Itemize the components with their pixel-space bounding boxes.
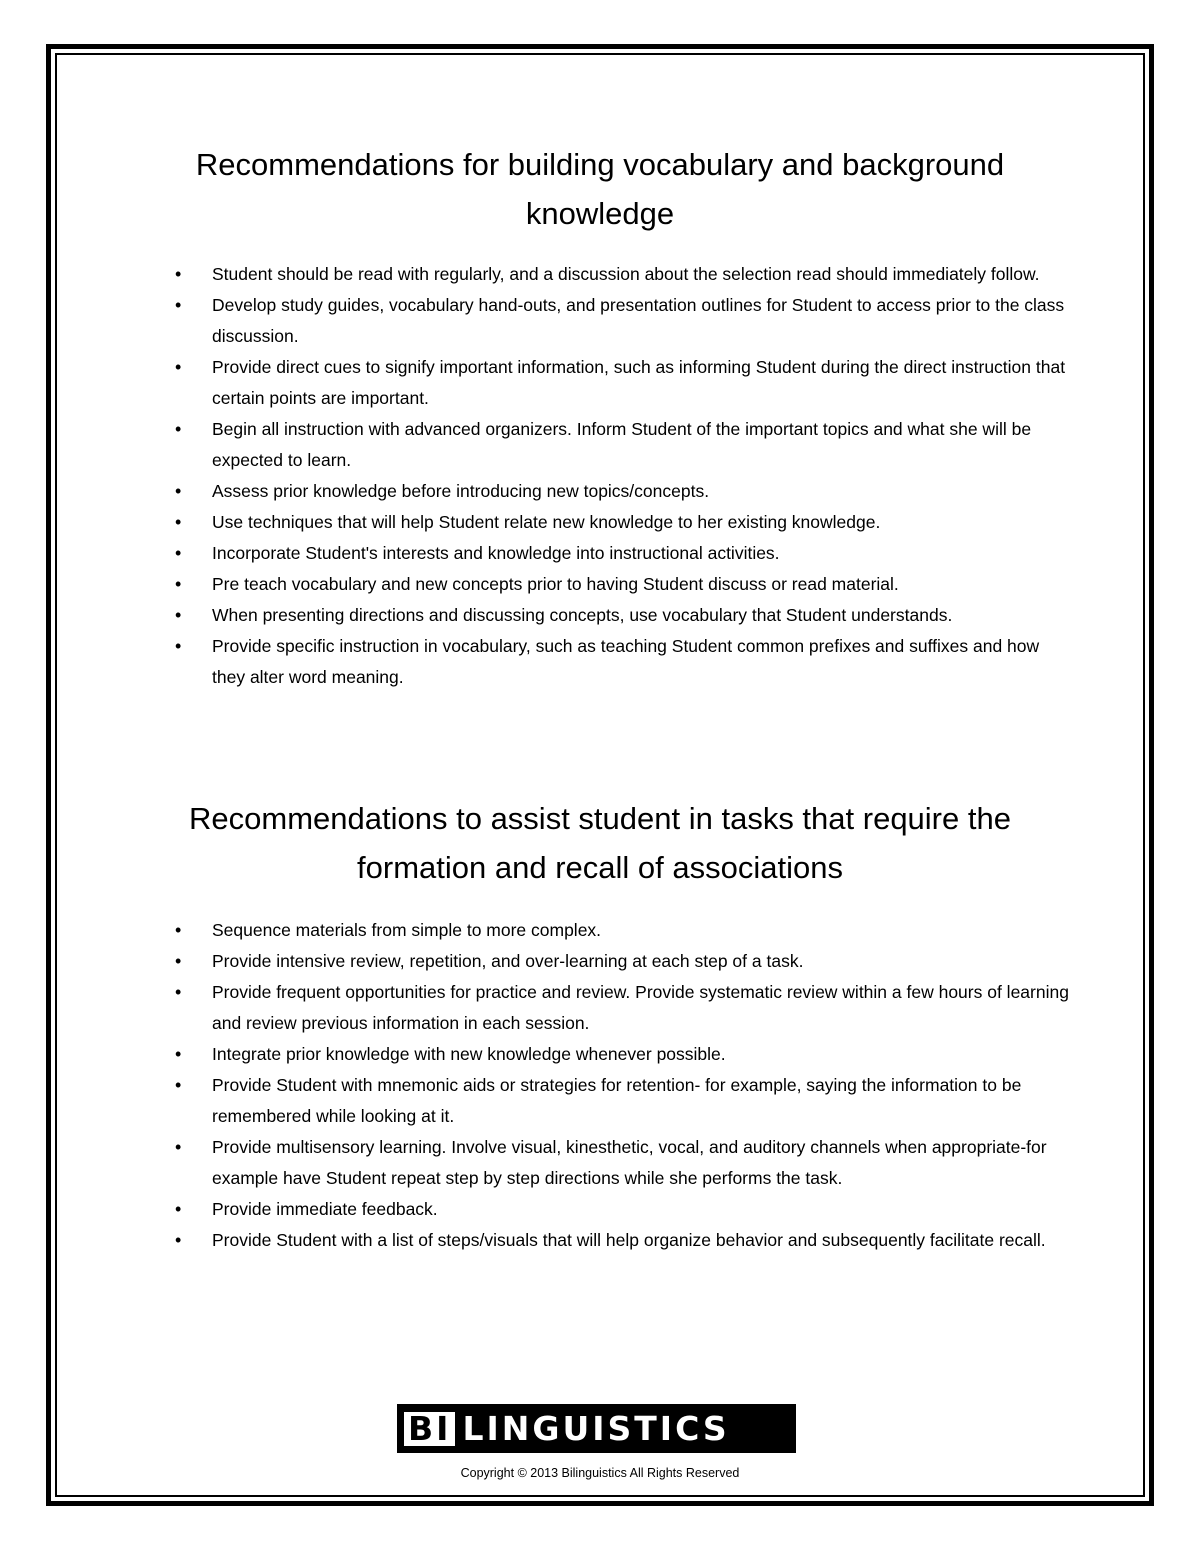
bullet-icon: • — [175, 1199, 182, 1219]
bullet-icon: • — [175, 605, 182, 625]
associations-recommendations-list — [172, 915, 1072, 1256]
list-item — [172, 1070, 1072, 1132]
bullet-icon: • — [175, 951, 182, 971]
logo-bi-text: BI — [404, 1412, 458, 1446]
list-item-text: Provide multisensory learning. Involve visual, kinesthetic, vocal, and auditory channels when appropriate-for example have Student repeat step by step directions while she performs the task. — [212, 1137, 1047, 1188]
list-item-text: Provide direct cues to signify important information, such as informing Student during the direct instruction that certain points are important. — [212, 357, 1066, 408]
list-item-text: Provide Student with mnemonic aids or strategies for retention- for example, saying the information to be remembered while looking at it. — [212, 1075, 1022, 1126]
bullet-icon: • — [175, 543, 182, 563]
section-title-vocabulary: Recommendations for building vocabulary and background knowledge — [195, 147, 1005, 231]
list-item — [172, 1194, 1072, 1225]
list-item — [172, 259, 1072, 290]
list-item-text: Use techniques that will help Student relate new knowledge to her existing knowledge. — [212, 512, 881, 532]
list-item — [172, 352, 1072, 414]
list-item — [172, 507, 1072, 538]
bullet-icon: • — [175, 920, 182, 940]
list-item-text: Sequence materials from simple to more complex. — [212, 920, 602, 940]
list-item-text: Provide specific instruction in vocabulary, such as teaching Student common prefixes and suffixes and how they alter word meaning. — [212, 636, 1040, 687]
list-item — [172, 538, 1072, 569]
list-item-text: Provide immediate feedback. — [212, 1199, 438, 1219]
list-item — [172, 1132, 1072, 1194]
list-item — [172, 414, 1072, 476]
list-item-text: Develop study guides, vocabulary hand-outs, and presentation outlines for Student to access prior to the class discussion. — [212, 295, 1065, 346]
bullet-icon: • — [175, 1230, 182, 1250]
list-item-text: Begin all instruction with advanced organizers. Inform Student of the important topics and what she will be expected to learn. — [212, 419, 1032, 470]
list-item — [172, 600, 1072, 631]
list-item-text: When presenting directions and discussing concepts, use vocabulary that Student understands. — [212, 605, 953, 625]
bullet-icon: • — [175, 1137, 182, 1157]
list-item — [172, 1225, 1072, 1256]
list-item — [172, 476, 1072, 507]
list-item-text: Incorporate Student's interests and knowledge into instructional activities. — [212, 543, 780, 563]
bullet-icon: • — [175, 481, 182, 501]
logo-linguistics-text: LINGUISTICS — [462, 1408, 730, 1448]
list-item-text: Assess prior knowledge before introducing new topics/concepts. — [212, 481, 710, 501]
list-item — [172, 631, 1072, 693]
bullet-icon: • — [175, 419, 182, 439]
bullet-icon: • — [175, 357, 182, 377]
list-item — [172, 915, 1072, 946]
list-item-text: Student should be read with regularly, and a discussion about the selection read should immediately follow. — [212, 264, 1040, 284]
list-item-text: Provide intensive review, repetition, and over-learning at each step of a task. — [212, 951, 804, 971]
bullet-icon: • — [175, 1075, 182, 1095]
bullet-icon: • — [175, 512, 182, 532]
list-item — [172, 290, 1072, 352]
bullet-icon: • — [175, 574, 182, 594]
bullet-icon: • — [175, 982, 182, 1002]
list-item — [172, 1039, 1072, 1070]
list-item — [172, 946, 1072, 977]
list-item-text: Provide Student with a list of steps/visuals that will help organize behavior and subsequently facilitate recall. — [212, 1230, 1046, 1250]
bullet-icon: • — [175, 1044, 182, 1064]
list-item-text: Pre teach vocabulary and new concepts prior to having Student discuss or read material. — [212, 574, 899, 594]
bullet-icon: • — [175, 636, 182, 656]
bullet-icon: • — [175, 264, 182, 284]
list-item-text: Integrate prior knowledge with new knowledge whenever possible. — [212, 1044, 726, 1064]
bullet-icon: • — [175, 295, 182, 315]
list-item — [172, 569, 1072, 600]
section-title-associations: Recommendations to assist student in tasks that require the formation and recall of associations — [189, 801, 1011, 885]
copyright-notice: Copyright © 2013 Bilinguistics All Rights Reserved — [460, 1466, 740, 1480]
list-item — [172, 977, 1072, 1039]
bilinguistics-logo — [397, 1404, 796, 1453]
list-item-text: Provide frequent opportunities for practice and review. Provide systematic review within a few hours of learning and review previous information in each session. — [212, 982, 1069, 1033]
vocabulary-recommendations-list — [172, 259, 1072, 693]
